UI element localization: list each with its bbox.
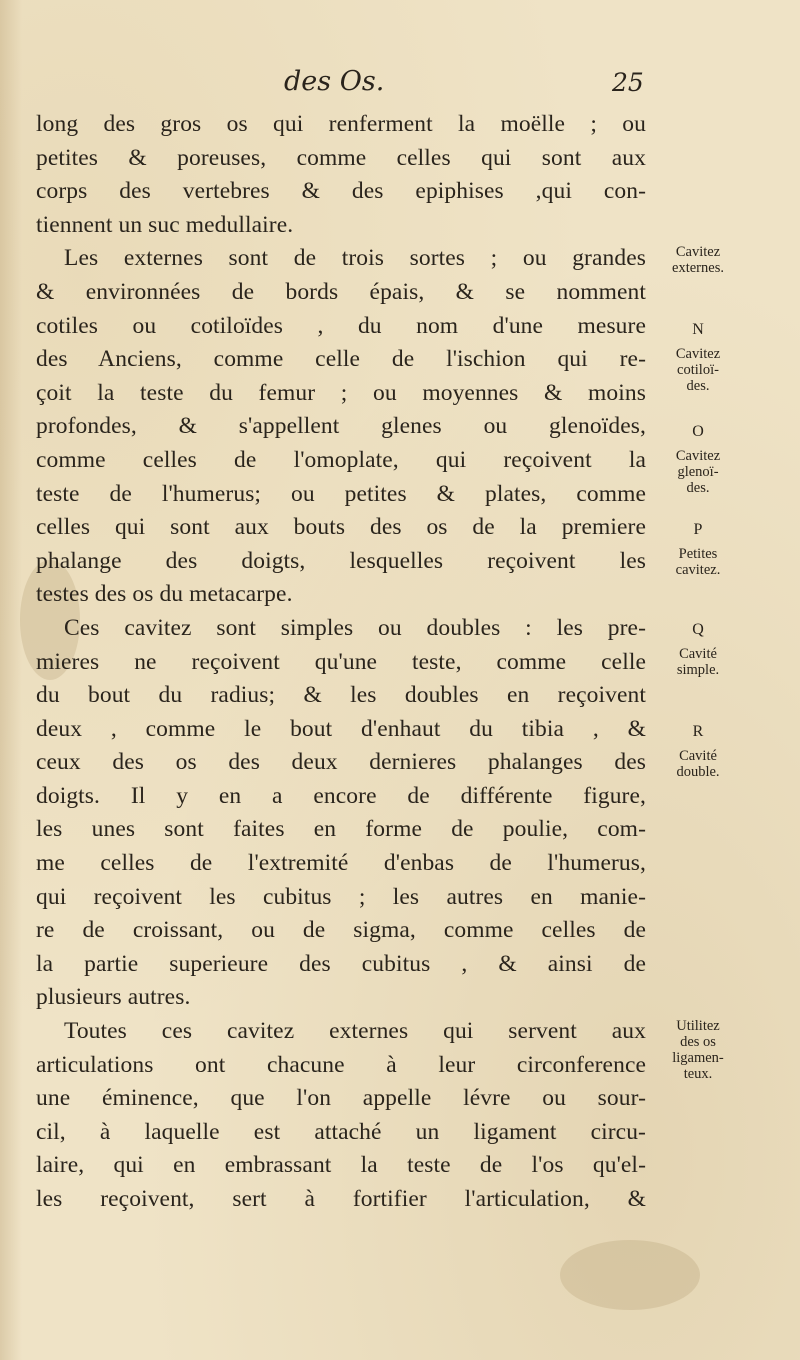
running-head-title: des Os. [284, 66, 385, 97]
margin-note-text: Cavité [679, 748, 717, 764]
margin-note-text: teux. [683, 1066, 713, 1082]
text-line: teste de l'humerus; ou petites & plates, comme [36, 480, 646, 507]
text-line: phalange des doigts, lesquelles reçoivent les [36, 547, 646, 574]
text-line: re de croissant, ou de sigma, comme celles de [36, 917, 646, 944]
margin-note-text: Cavitez [675, 346, 721, 362]
text-line: profondes, & s'appellent glenes ou glenoïdes, [36, 413, 646, 440]
margin-note-text: externes. [672, 260, 724, 276]
margin-note-text: des. [686, 480, 710, 496]
page-number: 25 [612, 68, 644, 97]
text-line: me celles de l'extremité d'enbas de l'humerus, [36, 850, 646, 877]
margin-note-letter: O [692, 423, 704, 440]
text-line: petites & poreuses, comme celles qui sont aux [36, 144, 646, 171]
text-line: doigts. Il y en a encore de différente figure, [36, 782, 646, 809]
margin-note-letter: N [692, 321, 704, 338]
text-line: celles qui sont aux bouts des os de la premiere [36, 514, 646, 541]
text-line: qui reçoivent les cubitus ; les autres en manie- [36, 883, 646, 910]
margin-note-text: ligamen- [672, 1050, 724, 1066]
margin-note-letter: P [693, 521, 703, 538]
text-line: deux , comme le bout d'enhaut du tibia , & [36, 715, 646, 742]
margin-note-letter: Q [692, 621, 704, 638]
margin-note-text: simple. [676, 662, 720, 678]
text-line: çoit la teste du femur ; ou moyennes & moins [36, 379, 646, 406]
margin-note-petites-cavitez [660, 522, 736, 578]
margin-note-cavitez-externes [660, 244, 736, 276]
margin-note-text: glenoï- [677, 464, 719, 480]
margin-note-utilitez [660, 1018, 736, 1082]
margin-note-text: cotiloï- [677, 362, 719, 378]
margin-note-text: double. [676, 764, 720, 780]
margin-note-cavite-double [660, 724, 736, 780]
text-line: mieres ne reçoivent qu'une teste, comme celle [36, 648, 646, 675]
text-line: comme celles de l'omoplate, qui reçoivent la [36, 446, 646, 473]
margin-note-text: des. [686, 378, 710, 394]
text-line: cotiles ou cotiloïdes , du nom d'une mesure [36, 312, 646, 339]
margin-note-letter: R [692, 723, 704, 740]
text-line: tiennent un suc medullaire. [36, 211, 294, 238]
text-line: cil, à laquelle est attaché un ligament circu- [36, 1118, 646, 1145]
text-line: une éminence, que l'on appelle lévre ou sour- [36, 1085, 646, 1112]
margin-note-cavitez-cotiloides [660, 322, 736, 394]
text-line: & environnées de bords épais, & se nomment [36, 278, 646, 305]
text-line: Ces cavitez sont simples ou doubles : les pre- [64, 614, 646, 641]
margin-note-text: cavitez. [675, 562, 721, 578]
margin-note-text: Cavitez [675, 244, 721, 260]
text-line: long des gros os qui renferment la moëlle ; ou [36, 111, 646, 137]
text-line: plusieurs autres. [36, 984, 191, 1011]
text-line: la partie superieure des cubitus , & ainsi de [36, 950, 646, 977]
text-line: des Anciens, comme celle de l'ischion qui re- [36, 346, 646, 373]
text-line: testes des os du metacarpe. [36, 581, 293, 608]
margin-note-cavite-simple [660, 622, 736, 678]
text-line: Les externes sont de trois sortes ; ou grandes [64, 245, 646, 272]
margin-note-text: Petites [678, 546, 718, 562]
margin-note-text: Utilitez [676, 1018, 720, 1034]
margin-note-text: Cavitez [675, 448, 721, 464]
margin-note-cavitez-glenoides [660, 424, 736, 496]
text-line: les unes sont faites en forme de poulie, com- [36, 816, 646, 843]
margin-note-text: des os [680, 1034, 716, 1050]
text-line: les reçoivent, sert à fortifier l'articulation, & [36, 1186, 646, 1212]
text-line: articulations ont chacune à leur circonference [36, 1051, 646, 1078]
text-line: du bout du radius; & les doubles en reçoivent [36, 682, 646, 709]
text-line: corps des vertebres & des epiphises ,qui con- [36, 178, 646, 205]
text-line: ceux des os des deux dernieres phalanges des [36, 749, 646, 776]
text-line: Toutes ces cavitez externes qui servent aux [64, 1018, 646, 1045]
text-line: laire, qui en embrassant la teste de l'os qu'el- [36, 1152, 646, 1179]
margin-note-text: Cavité [679, 646, 717, 662]
